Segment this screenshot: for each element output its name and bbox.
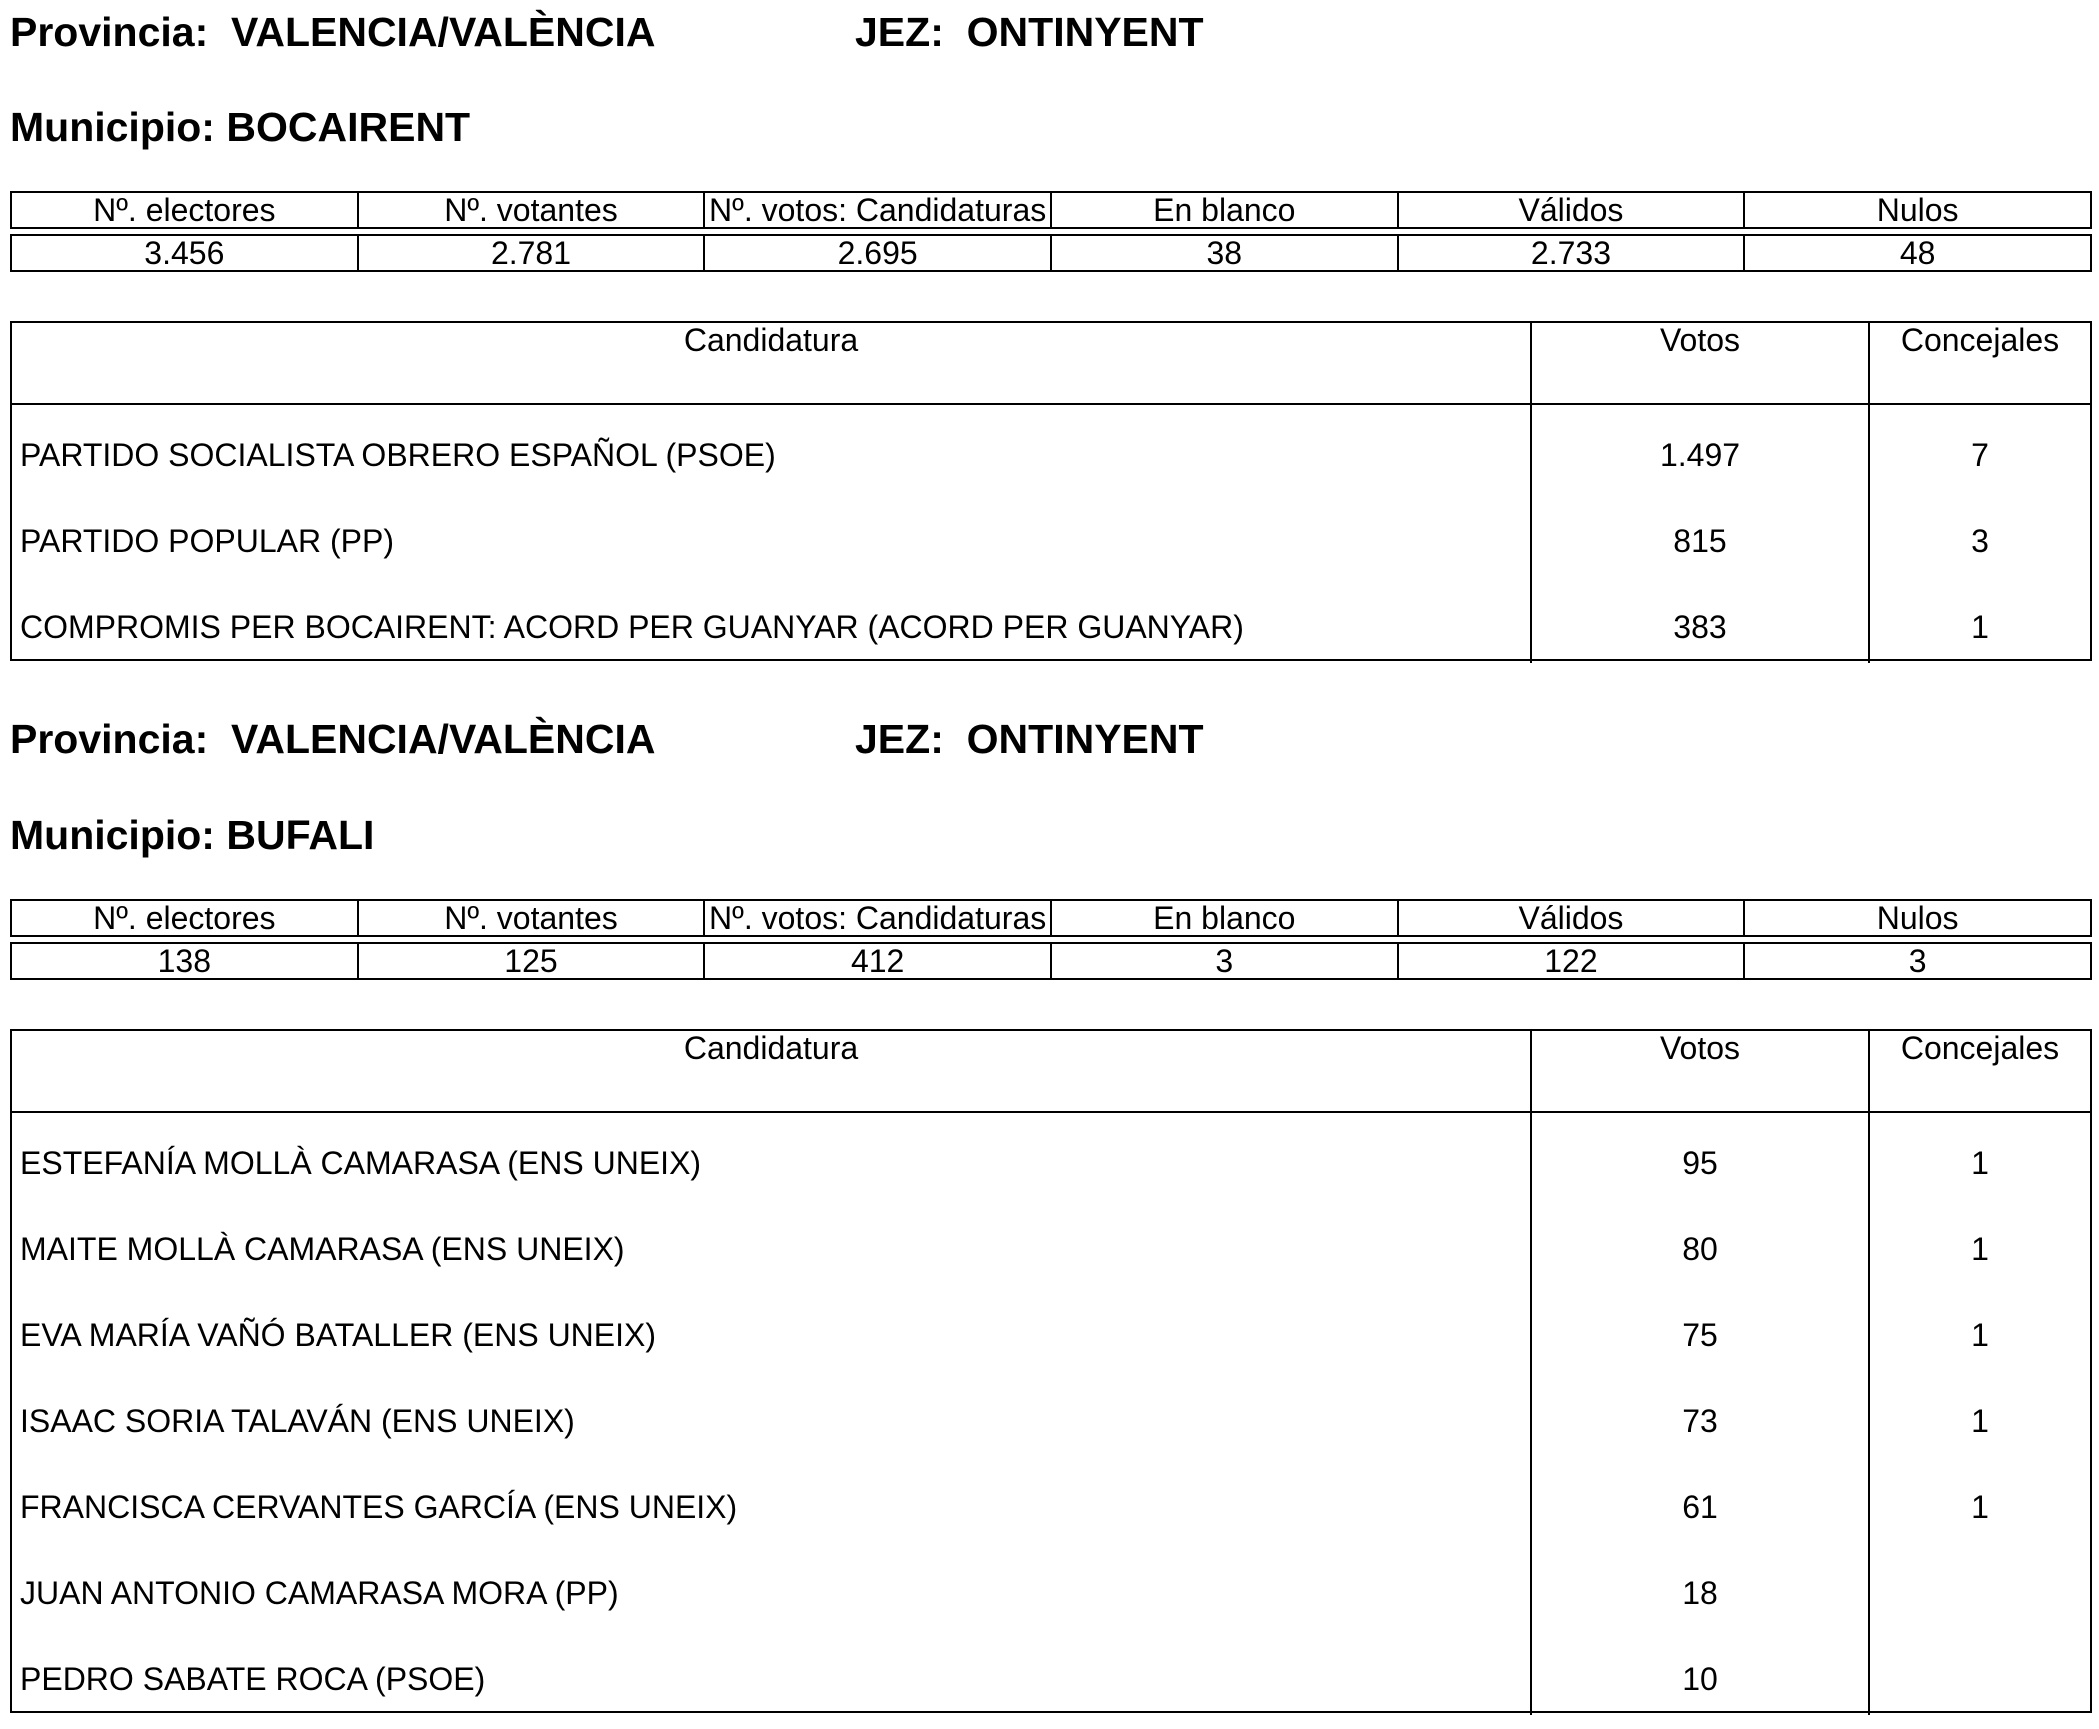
- municipio-value: BUFALI: [226, 812, 375, 858]
- candidatura-table: [10, 1029, 2092, 1713]
- summary-header-validos: Válidos: [1398, 900, 1745, 936]
- summary-header-nulos: Nulos: [1744, 192, 2091, 228]
- row-votos: 815: [1532, 491, 1870, 577]
- provincia-value: VALENCIA/VALÈNCIA: [231, 716, 656, 762]
- row-concejales: [1870, 1543, 2090, 1629]
- row-candidatura: FRANCISCA CERVANTES GARCÍA (ENS UNEIX): [12, 1457, 1532, 1543]
- row-candidatura: PARTIDO POPULAR (PP): [12, 491, 1532, 577]
- row-votos: 10: [1532, 1629, 1870, 1715]
- summary-header-votos-candidaturas: Nº. votos: Candidaturas: [704, 192, 1051, 228]
- summary-value-validos: 122: [1398, 943, 1745, 979]
- row-candidatura: MAITE MOLLÀ CAMARASA (ENS UNEIX): [12, 1199, 1532, 1285]
- table-row: [12, 491, 2090, 577]
- row-concejales: 1: [1971, 1145, 1989, 1181]
- row-candidatura: PARTIDO SOCIALISTA OBRERO ESPAÑOL (PSOE): [12, 405, 1532, 491]
- header-candidatura: Candidatura: [12, 323, 1532, 403]
- municipio-label: Municipio:: [10, 104, 215, 150]
- row-candidatura: EVA MARÍA VAÑÓ BATALLER (ENS UNEIX): [12, 1285, 1532, 1371]
- summary-value-nulos: 3: [1744, 943, 2091, 979]
- provincia-label: Provincia:: [10, 9, 209, 55]
- table-row: [12, 405, 2090, 491]
- summary-header-votantes: Nº. votantes: [358, 900, 705, 936]
- table-row: [12, 1199, 2090, 1285]
- provincia-heading: [10, 9, 655, 55]
- summary-value-votantes: 125: [358, 943, 705, 979]
- summary-header-nulos: Nulos: [1744, 900, 2091, 936]
- summary-value-votos-candidaturas: 2.695: [704, 235, 1051, 271]
- row-concejales: 3: [1971, 523, 1989, 559]
- summary-value-electores: 3.456: [11, 235, 358, 271]
- header-concejales: Concejales: [1900, 322, 2060, 358]
- row-votos: 80: [1532, 1199, 1870, 1285]
- summary-header-electores: Nº. electores: [11, 192, 358, 228]
- row-concejales: 1: [1971, 1317, 1989, 1353]
- row-concejales: 1: [1971, 1489, 1989, 1525]
- jez-label: JEZ:: [855, 716, 944, 762]
- summary-header-validos: Válidos: [1398, 192, 1745, 228]
- provincia-value: VALENCIA/VALÈNCIA: [231, 9, 656, 55]
- provincia-heading: [10, 716, 655, 762]
- summary-value-en-blanco: 38: [1051, 235, 1398, 271]
- provincia-label: Provincia:: [10, 716, 209, 762]
- summary-value-votos-candidaturas: 412: [704, 943, 1051, 979]
- row-candidatura: ISAAC SORIA TALAVÁN (ENS UNEIX): [12, 1371, 1532, 1457]
- jez-value: ONTINYENT: [966, 716, 1204, 762]
- header-concejales: Concejales: [1900, 1030, 2060, 1066]
- summary-value-electores: 138: [11, 943, 358, 979]
- jez-heading: [855, 716, 1204, 762]
- table-row: [12, 1285, 2090, 1371]
- row-concejales: 1: [1971, 609, 1989, 645]
- row-concejales: 1: [1971, 1403, 1989, 1439]
- summary-value-votantes: 2.781: [358, 235, 705, 271]
- row-candidatura: ESTEFANÍA MOLLÀ CAMARASA (ENS UNEIX): [12, 1113, 1532, 1199]
- municipio-heading: [10, 104, 470, 150]
- row-votos: 1.497: [1532, 405, 1870, 491]
- jez-heading: [855, 9, 1204, 55]
- summary-header-votantes: Nº. votantes: [358, 192, 705, 228]
- table-row: [12, 577, 2090, 663]
- table-row: [12, 1371, 2090, 1457]
- header-candidatura: Candidatura: [12, 1031, 1532, 1111]
- row-concejales: 1: [1971, 1231, 1989, 1267]
- summary-value-en-blanco: 3: [1051, 943, 1398, 979]
- candidatura-table: [10, 321, 2092, 661]
- summary-header-table: [10, 899, 2092, 937]
- jez-value: ONTINYENT: [966, 9, 1204, 55]
- row-votos: 383: [1532, 577, 1870, 663]
- table-row: [12, 1113, 2090, 1199]
- header-votos: Votos: [1532, 1031, 1870, 1111]
- row-votos: 95: [1532, 1113, 1870, 1199]
- row-votos: 18: [1532, 1543, 1870, 1629]
- table-row: [12, 1543, 2090, 1629]
- municipio-label: Municipio:: [10, 812, 215, 858]
- candidatura-table-header: [12, 1031, 2090, 1113]
- row-concejales: [1870, 1629, 2090, 1715]
- row-concejales: 7: [1971, 437, 1989, 473]
- header-votos: Votos: [1532, 323, 1870, 403]
- candidatura-table-header: [12, 323, 2090, 405]
- summary-value-validos: 2.733: [1398, 235, 1745, 271]
- summary-header-table: [10, 191, 2092, 229]
- summary-values-table: [10, 942, 2092, 980]
- table-row: [12, 1457, 2090, 1543]
- row-votos: 61: [1532, 1457, 1870, 1543]
- summary-header-electores: Nº. electores: [11, 900, 358, 936]
- summary-header-en-blanco: En blanco: [1051, 192, 1398, 228]
- table-row: [12, 1629, 2090, 1715]
- summary-value-nulos: 48: [1744, 235, 2091, 271]
- municipio-heading: [10, 812, 374, 858]
- summary-header-votos-candidaturas: Nº. votos: Candidaturas: [704, 900, 1051, 936]
- row-votos: 73: [1532, 1371, 1870, 1457]
- row-candidatura: PEDRO SABATE ROCA (PSOE): [12, 1629, 1532, 1715]
- summary-values-table: [10, 234, 2092, 272]
- row-votos: 75: [1532, 1285, 1870, 1371]
- jez-label: JEZ:: [855, 9, 944, 55]
- municipio-value: BOCAIRENT: [226, 104, 471, 150]
- row-candidatura: JUAN ANTONIO CAMARASA MORA (PP): [12, 1543, 1532, 1629]
- summary-header-en-blanco: En blanco: [1051, 900, 1398, 936]
- row-candidatura: COMPROMIS PER BOCAIRENT: ACORD PER GUANYAR (ACORD PER GUANYAR): [12, 577, 1532, 663]
